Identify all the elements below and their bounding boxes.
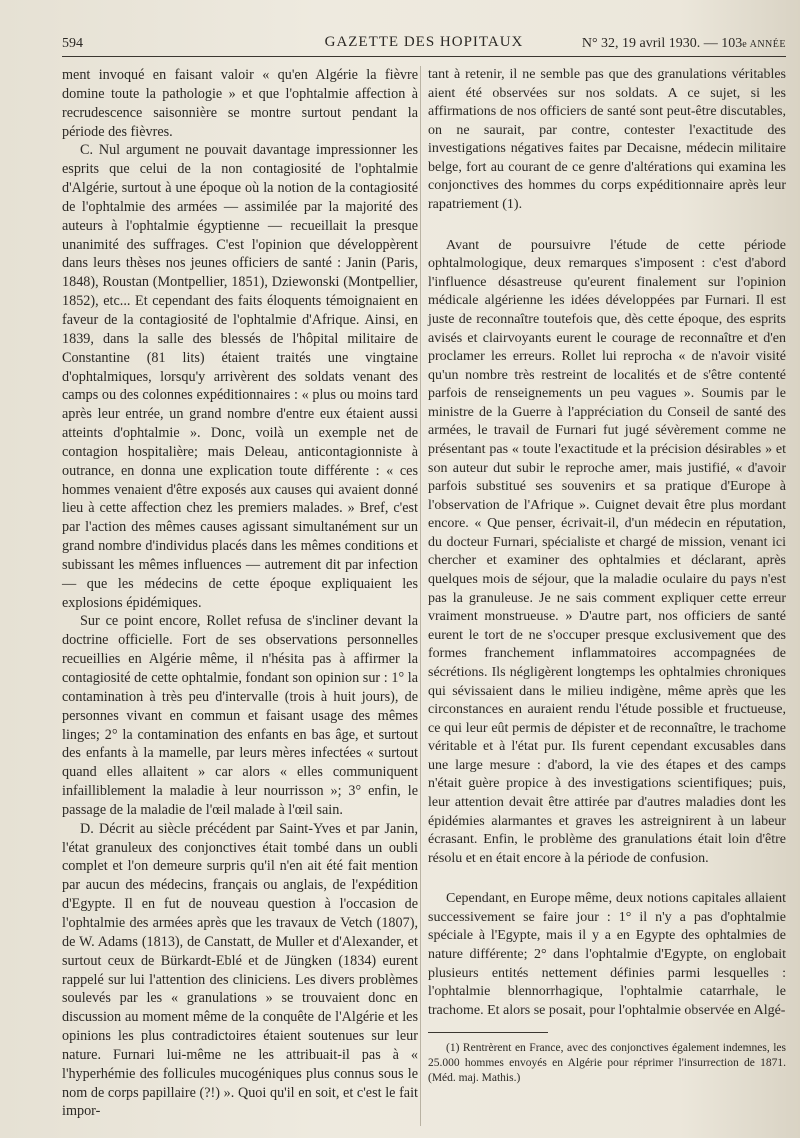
page-number: 594: [62, 36, 83, 51]
footnote: (1) Rentrèrent en France, avec des conjonctives également indemnes, les 25.000 hommes envoyés en Algérie pour réprimer l'insurrection de 1871. (Méd. maj. Mathis.): [428, 1042, 786, 1085]
column-divider: [420, 66, 421, 1126]
footnote-divider: [428, 1032, 548, 1033]
page-header: [62, 30, 786, 57]
issue-info: [582, 36, 786, 52]
paragraph: D. Décrit au siècle précédent par Saint-Yves et par Janin, l'état granuleux des conjonctives était tombé dans un oubli complet et l'on demeure surpris qu'il n'en ait été fait mention par aucun des médecins, français ou anglais, de l'expédition d'Egypte. Il en fut de nouveau question à l'occasion de l'ophtalmie des armées après que les travaux de Vetch (1807), de W. Adams (1813), de Canstatt, de Muller et d'Alexander, et surtout ceux de Bürkardt-Eblé et de Jüngken (1834) eurent rappelé sur lui l'attention des cliniciens. Les divers problèmes soulevés par les « granulations » se trouvaient donc en discussion au moment même de la conquête de l'Algérie et les opinions les plus contradictoires étaient soutenues sur leur nature. Furnari lui-même ne les attribuait-il pas à « l'hyperhémie des follicules mucogéniques plus connus sous le nom de corps papillaire (?!) ». Quoi qu'il en soit, et c'est le fait impor-: [62, 820, 418, 1120]
paragraph: Sur ce point encore, Rollet refusa de s'incliner devant la doctrine officielle. Fort de ses observations personnelles recueillies en Algérie même, il n'hésita pas à affirmer la contagiosité de cette ophtalmie, fondant son opinion sur : 1° la contamination à très peu d'intervalle (trois à huit jours), de personnes vivant en commun et faisant usage des mêmes linges; 2° la contamination des enfants en bas âge, et surtout des enfants à la mamelle, par leurs mères infectées « surtout quand elles allaitent » car alors « elles communiquent infailliblement la maladie à leur nourrisson »; 3° enfin, le passage de la maladie de l'œil malade à l'œil sain.: [62, 613, 418, 818]
paragraph: C. Nul argument ne pouvait davantage impressionner les esprits que celui de la non contagiosité de l'ophtalmie d'Algérie, surtout à une époque où la notion de la contagiosité de l'ophtalmie des armées — assimilée par la majorité des auteurs à l'ophtalmie égyptienne — recueillait la presque unanimité des suffrages. C'est l'opinion que développèrent dans leurs thèses nos jeunes officiers de santé : Janin (Paris, 1848), Roustan (Montpellier, 1851), Dziewonski (Montpellier, 1852), etc... Et cependant des faits éloquents témoignaient en faveur de la contagiosité de l'ophtalmie d'Afrique. Ainsi, en 1839, dans la salle des blessés de l'hôpital militaire de Constantine (81 lits) étaient traités une vingtaine d'ophtalmiques, lorsqu'y arrivèrent des soldats venant des camps ou des colonnes expéditionnaires : « plus ou moins tard après leur entrée, un grand nombre d'entre eux étaient aussi atteints d'ophtalmie ». Donc, voilà un exemple net de contagion hospitalière; mais Deleau, anticontagionniste à outrance, en donna une explication toute différente : « ces hommes venaient d'être exposés aux causes qui avaient donné lieu à cette affection chez les premiers malades. » Bref, c'est par l'action des mêmes causes agissant simultanément sur un grand nombre d'individus placés dans les mêmes conditions et subissant les mêmes influences — autrement dit par infection — que les médecins de cette époque expliquaient les explosions épidémiques.: [62, 142, 418, 611]
paragraph: Cependant, en Europe même, deux notions capitales allaient successivement se faire jour : 1° il n'y a pas d'ophtalmie spéciale à l'Egypte, mais il y a en Egypte des ophtalmies de nature différente; 2° dans l'ophtalmie d'Egypte, on englobait plusieurs entités nettement définies parmi lesquelles : l'ophtalmie blennorrhagique, l'ophtalmie catarrhale, le trachome. Et alors se posait, pour l'ophtalmie observée en Algé-: [428, 891, 786, 1018]
issue-date: N° 32, 19 avril 1930. — 103: [581, 36, 743, 51]
issue-year-suffix: e ANNÉE: [742, 39, 786, 50]
paragraph: Avant de poursuivre l'étude de cette période ophtalmologique, deux remarques s'imposent : c'est d'abord l'influence désastreuse qu'eurent finalement sur l'opinion médicale algérienne les idées développées par Furnari. Il est juste de reconnaître toutefois que, dès cette époque, des esprits avisés et clairvoyants eurent le courage de reconnaître et d'en proclamer les erreurs. Rollet lui reprocha « de n'avoir visité qu'un nombre très restreint de localités et de s'être contenté parfois de renseignements un peu vagues ». Soumis par le ministre de la Guerre à l'appréciation du Conseil de santé des armées, le travail de Furnari fut jugé sévèrement comme ne présentant pas « toute l'exactitude et la précision désirables » et son auteur dut subir le reproche amer, mais justifié, « d'avoir parfois substitué ses souvenirs et sa pratique d'Europe à l'observation de l'Afrique ». Cuignet devait être plus mordant encore. « Que penser, écrivait-il, d'un médecin en réputation, du docteur Furnari, spécialiste et chargé de mission, venant ici chercher et examiner des ophtalmies et déclarant, après quelques mois de séjour, que la maladie oculaire du pays n'est pas la granuleuse. Je ne sais comment expliquer cette erreur vraiment monstrueuse. » D'autre part, nos officiers de santé eurent le tort de ne s'occuper presque exclusivement que des formes franchement inflammatoires accompagnées de sécrétions. Ils négligèrent longtemps les ophtalmies chroniques qui sévissaient dans le milieu indigène, même après que les circonstances en auraient rendu l'étude possible et fructueuse, ce qui leur eût permis de dépister et de reconnaître, le trachome véritable et à l'état pur. Ils furent cependant excusables dans une large mesure : d'abord, la vie des étapes et des camps n'était guère propice à des investigations scientifiques; puis, leur attention devait être attirée par d'autres maladies dont les épidémies alarmantes et graves les astreignirent à un labeur écrasant. Enfin, le problème des granulations était loin d'être résolu et en était encore à la période de confusion.: [428, 237, 786, 866]
paragraph: ment invoqué en faisant valoir « qu'en Algérie la fièvre domine toute la pathologie » et que l'ophtalmie affection à recrudescence saisonnière se montre surtout pendant la période des fièvres.: [62, 67, 418, 140]
paragraph: tant à retenir, il ne semble pas que des granulations véritables aient été observées sur nos soldats. A ce sujet, si les affirmations de nos officiers de santé sont peut-être discutables, on ne saurait, par contre, contester l'exactitude des investigations négatives faites par Decaisne, médecin militaire belge, fort au courant de ce genre d'altérations qui examina les conjonctives des hommes du corps expéditionnaire après leur rapatriement (1).: [428, 67, 786, 213]
left-column: [62, 66, 418, 1121]
right-column: [428, 66, 786, 1086]
journal-title: GAZETTE DES HOPITAUX: [324, 34, 524, 50]
